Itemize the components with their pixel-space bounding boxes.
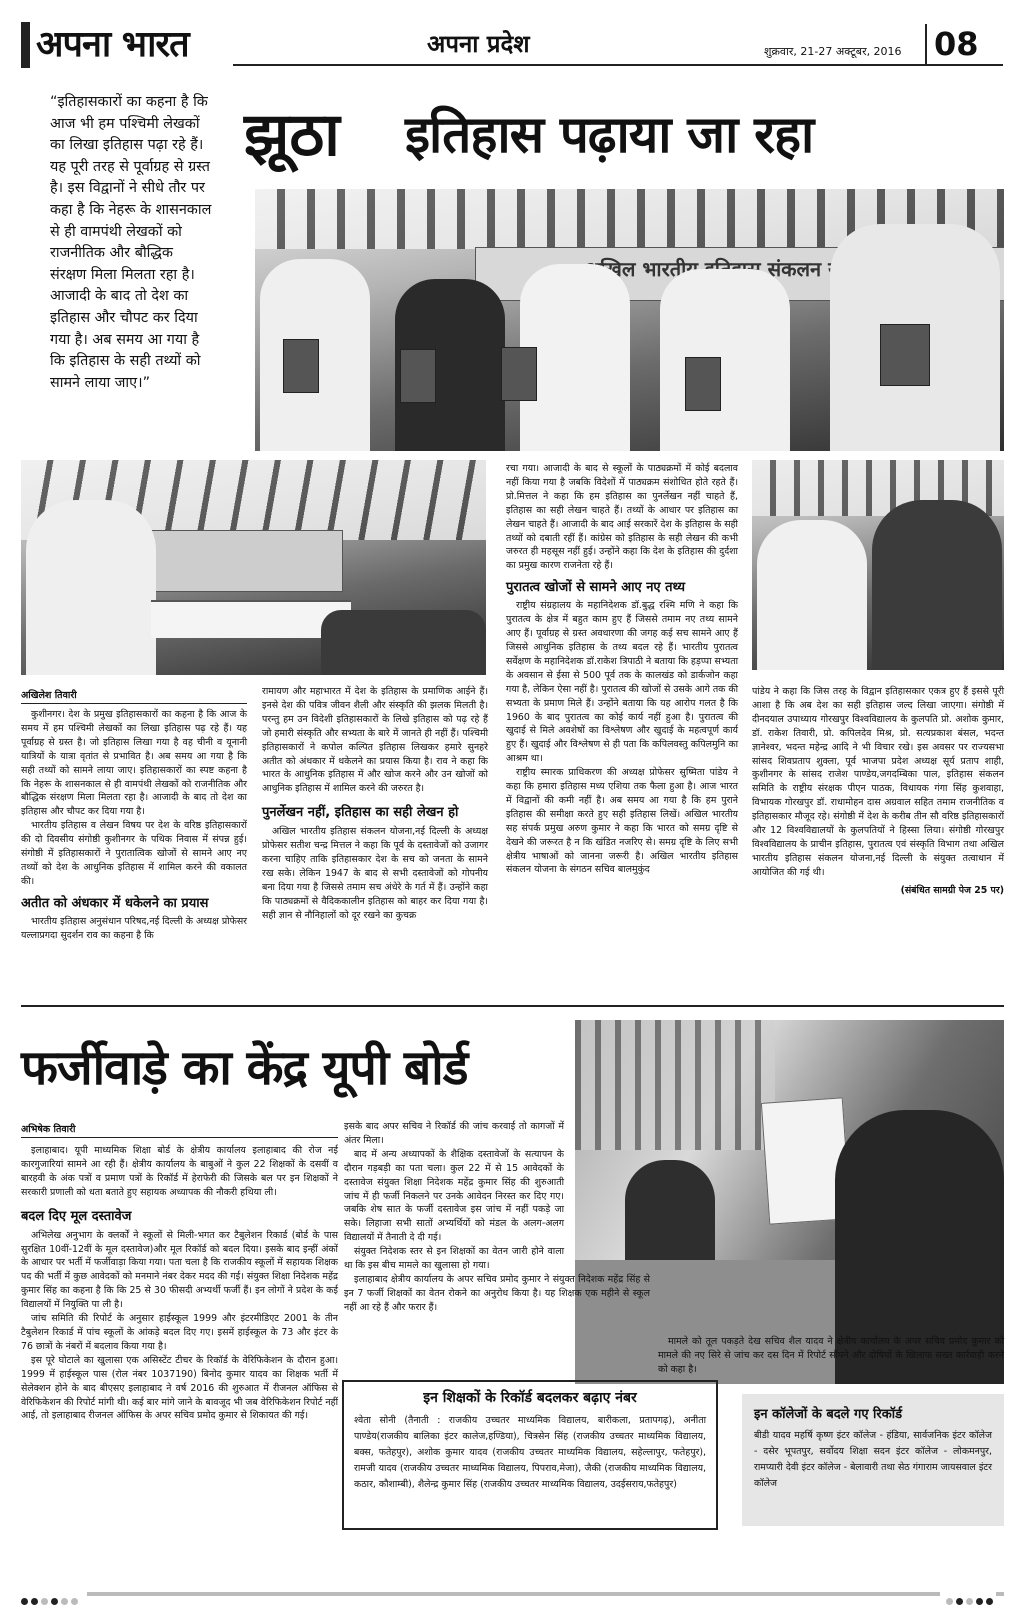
footer-dot	[21, 1598, 28, 1605]
story1-subhead-3: पुरातत्व खोजों से सामने आए नए तथ्य	[506, 580, 686, 596]
story1-byline: अखिलेश तिवारी	[21, 688, 247, 704]
story1-subhead-2: पुनर्लेखन नहीं, इतिहास का सही लेखन हो	[262, 805, 459, 821]
footer-dot	[41, 1598, 48, 1605]
guest-right	[872, 500, 1002, 670]
story1-para-3: भारतीय इतिहास अनुसंधान परिषद,नई दिल्ली के अध्यक्ष प्रोफेसर यल्लाप्रगदा सुदर्शन राव का कहना है कि	[21, 915, 247, 941]
footer-dot	[946, 1598, 953, 1605]
footer-dots-left	[21, 1590, 87, 1609]
story2-para-2: अभिलेख अनुभाग के क्लर्कों ने स्कूलों से मिली-भगत कर टैबुलेशन रिकार्ड (बोर्ड के पास सुरक्षित 10वीं-12वीं के मूल दस्तावेज)और मूल रिकॉर्ड को बदल दिया। इसके बाद इन्हीं अंकों के आधार पर भर्ती में फर्जीवाड़ा किया गया। पता चला है कि राजकीय स्कूलों में सहायक शिक्षक पद की भर्ती में कुछ आवेदकों को मनमाने नंबर देकर मदद की गई। संयुक्त शिक्षा निदेशक महेंद्र कुमार सिंह का कहना है कि कि 25 से 30 फीसदी अभ्यर्थी फर्जी हैं। इन लोगों ने प्रदेश के कई विद्यालयों में नियुक्ति पा ली है।	[21, 1229, 338, 1311]
story2-para-7: संयुक्त निदेशक स्तर से इन शिक्षकों का वेतन जारी होने वाला था कि इस बीच मामले का खुलासा हो गया।	[344, 1246, 564, 1272]
book-4	[685, 357, 721, 411]
story2-para-9: मामले को तूल पकड़ते देख सचिव शैल यादव ने क्षेत्रीय कार्यालय के अपर सचिव प्रमोद कुमार को मामले की नए सिरे से जांच कर दस दिन में रिपोर्ट सौंपने और दोषियों के खिलाफ सख्त कार्रवाही करने को कहा है।	[658, 1336, 1004, 1375]
section-name: अपना प्रदेश	[427, 30, 530, 58]
story2-para-3: जांच समिति की रिपोर्ट के अनुसार हाईस्कूल 1999 और इंटरमीडिएट 2001 के तीन टैबुलेशन रिकार्ड में पांच स्कूलों के आंकड़े बदल दिए गए। इसमें हाईस्कूल के 73 और इंटर के 76 छात्रों के नंबरों में बदलाव किया गया है।	[21, 1313, 338, 1352]
story2-subhead-1: बदल दिए मूल दस्तावेज	[21, 1208, 132, 1224]
story1-para-7: राष्ट्रीय संग्रहालय के महानिदेशक डॉ.बुद्ध रश्मि मणि ने कहा कि पुरातत्व के क्षेत्र में बहुत काम हुए हैं जिससे तमाम नए तथ्य सामने आए हैं। पूर्वाग्रह से ग्रस्त अवधारणा की जगह कई सच सामने आए हैं जिससे आधुनिक इतिहास के तथ्य बदल रहे हैं। भारतीय पुरातत्व सर्वेक्षण के महानिदेशक डॉ.राकेश त्रिपाठी ने बताया कि हड़प्पा सभ्यता के अवसान से ईसा से 500 पूर्व तक के कालखंड को डार्कजोन कहा गया है, लेकिन ऐसा नहीं है। पुरातत्व की खोजों से उसके आगे तक की सभ्यता के प्रमाण मिले हैं। उन्होंने बताया कि यह आरोप गलत है कि 1960 के बाद पुरातत्व का कोई कार्य नहीं हुआ है। पुरातत्व की खुदाई से मिले अवशेषों का विश्लेषण और खुदाई के महत्वपूर्ण कार्य हुए हैं। खुदाई और विश्लेषण से ही पता कि कपिलवस्तु कपिलमुनि का आश्रम था।	[506, 600, 738, 765]
section-rule	[21, 1005, 1004, 1007]
colleges-box-title: इन कॉलेजों के बदले गए रिकॉर्ड	[754, 1407, 903, 1422]
story1-col3	[506, 462, 738, 877]
story2-para-1: इलाहाबाद। यूपी माध्यमिक शिक्षा बोर्ड के क्षेत्रीय कार्यालय इलाहाबाद की रोज नई कारगुजारियां सामने आ रही हैं। क्षेत्रीय कार्यालय के बाबुओं ने कुल 22 शिक्षकों के दसवीं व बारहवी के अंक पत्रों व प्रमाण पत्रों के रिकॉर्ड में हेराफेरी की जिसके बल पर इन शिक्षकों ने सरकारी प्रणाली को धता बताते हुए सहायक अध्यापक की नौकरी हथिया ली।	[21, 1145, 338, 1198]
exam-office-photo	[575, 1020, 1004, 1384]
window-bars	[575, 1020, 775, 1150]
story1-para-4: रामायण और महाभारत में देश के इतिहास के प्रमाणिक आईने हैं। इनसे देश की पवित्र जीवन शैली और संस्कृति की झलक मिलती है। परन्तु हम उन विदेशी इतिहासकारों के लिखे इतिहास को पढ़ रहे हैं जो हमारी संस्कृति और सभ्यता के बारे में जानते ही नहीं हैं। पश्चिमी इतिहासकारों ने कपोल कल्पित इतिहास लिखकर हमारे सुनहरे अतीत को अंधकार में धकेलने का प्रयास किया है। राव ने कहा कि भारत के आधुनिक इतिहास में और खोज करने और उन खोजों को आधुनिक इतिहास में शामिल करने की जरुरत है।	[262, 686, 488, 795]
issue-date: शुक्रवार, 21-27 अक्टूबर, 2016	[764, 45, 902, 58]
footer-bar	[21, 1592, 1004, 1596]
book-1	[283, 339, 319, 393]
story1-para-2: भारतीय इतिहास व लेखन विषय पर देश के वरिष्ठ इतिहासकारों की दो दिवसीय संगोष्ठी कुशीनगर के पथिक निवास में संपन्न हुई। संगोष्ठी में इतिहासकारों ने पुरातात्विक खोजों से सामने आए नए तथ्यों को देश के आधुनिक इतिहास में शामिल करने की वकालत की।	[21, 820, 247, 887]
footer-dot	[976, 1598, 983, 1605]
story2-col1	[21, 1144, 338, 1423]
story2-para-6: बाद में अन्य अध्यापकों के शैक्षिक दस्तावेजों के सत्यापन के दौरान गड़बड़ी का पता चला। कुल 22 में से 15 आवेदकों के दस्तावेज संयुक्त शिक्षा निदेशक महेंद्र कुमार सिंह की शुरुआती जांच में ही फर्जी निकलने पर उनके आवेदन निरस्त कर दिए गए। जबकि शेष सात के फर्जी दस्तावेज इस जांच में नहीं पकड़े जा सके। लिहाजा सभी सातों अभ्यर्थियों को मंडल के अलग-अलग विद्यालयों में तैनाती दे दी गई।	[344, 1148, 564, 1244]
photo-banner-text: भारतीय संकलन	[642, 257, 822, 281]
footer-dot	[956, 1598, 963, 1605]
footer-dot	[71, 1598, 78, 1605]
audience-row	[321, 610, 486, 675]
story2-para-4: इस पूरे घोटाले का खुलासा एक असिस्टेंट टीचर के रिकॉर्ड के वेरिफिकेशन के दौरान हुआ। 1999 में हाईस्कूल पास (रोल नंबर 1037190) बिनोद कुमार यादव का शिक्षक भर्ती में सेलेक्शन होने के बाद बीएसए इलाहाबाद ने वर्ष 2016 की शुरुआत में रीजनल ऑफिस से वेरिफिकेशन की रिपोर्ट मांगी थी। कई बार मांगे जाने के बावजूद भी जब वेरिफिकेशन रिपोर्ट नहीं आई, तो इलाहाबाद रीजनल ऑफिस के अपर सचिव प्रमोद कुमार से शिकायत की गई।	[21, 1354, 338, 1422]
page-number: 08	[934, 25, 979, 63]
story2-para-8: इलाहाबाद क्षेत्रीय कार्यालय के अपर सचिव प्रमोद कुमार ने संयुक्त निदेशक महेंद्र सिंह से इन 7 फर्जी शिक्षकों का वेतन रोकने का अनुरोध किया है। यह शिक्षक एक महीने से स्कूल नहीं आ रहे हैं और फरार हैं।	[344, 1273, 650, 1313]
headline: इतिहास पढ़ाया जा रहा	[405, 106, 814, 165]
colleges-box-text: बीडी यादव महर्षि कृष्ण इंटर कॉलेज - हंडिया, सार्वजनिक इंटर कॉलेज - दसेर भूपतपुर, सर्वोदय शिक्षा सदन इंटर कॉलेज - लोकमनपुर, रामप्यारी देवी इंटर कॉलेज - बेलावारी तथा सेठ गंगाराम जायसवाल इंटर कॉलेज	[754, 1430, 992, 1489]
story1-para-5: अखिल भारतीय इतिहास संकलन योजना,नई दिल्ली के अध्यक्ष प्रोफेसर सतीश चन्द्र मित्तल ने कहा कि पूर्व के दस्तावेजों को उजागर करना चाहिए ताकि इतिहासकार देश के सच को जनता के सामने रख सके। लेकिन 1947 के बाद से सभी दस्तावेजों को गोपनीय बना दिया गया है जिससे तमाम सच अंधेरे के गर्त में हैं। उन्होंने कहा कि पाठ्यक्रमों से वैदिककालीन इतिहास को बाहर कर दिया गया है। सही ज्ञान से नौनिहालों को दूर रखने का कुचक्र	[262, 826, 488, 921]
footer-dot	[61, 1598, 68, 1605]
guests-photo	[752, 460, 1004, 670]
header-divider	[925, 24, 927, 64]
masthead-bar	[21, 22, 30, 68]
story1-para-1: कुशीनगर। देश के प्रमुख इतिहासकारों का कहना है कि आज के समय में हम पश्चिमी लेखकों का लिखा इतिहास पढ़ रहे हैं। यह पूर्वाग्रह से ग्रस्त है। जो इतिहास लिखा गया है वह चीनी व यूनानी यात्रियों के यात्रा वृतांत से प्रभावित है। अब समय आ गया है कि सही तथ्यों को सामने लाया जाए। इतिहासकारों का स्पष्ट कहना है कि नेहरू के शासनकाल से ही वामपंथी लेखकों को राजनीतिक और बौद्धिक संरक्षण मिला मिलता रहा है। आजादी के बाद तो देश का इतिहास और चौपट कर दिया गया है।	[21, 709, 247, 818]
colleges-list-box	[742, 1394, 1004, 1526]
story1-para-6: रचा गया। आजादी के बाद से स्कूलों के पाठ्यक्रमों में कोई बदलाव नहीं किया गया है जबकि विदेशों में पाठ्यक्रम संशोधित होते रहते हैं। प्रो.मित्तल ने कहा कि हम इतिहास का पुनर्लेखन नहीं चाहते हैं, इतिहास का सही लेखन चाहते हैं। तथ्यों के आधार पर इतिहास का लेखन चाहते हैं। आजादी के बाद आई सरकारें देश के इतिहास के सही तथ्यों को दबाती रहीं हैं। कांग्रेस को इतिहास के सही लेखन की कभी जरुरत ही महसूस नहीं हुई। उन्होंने कहा कि देश के इतिहास की दुर्दशा का प्रमुख कारण राजनेता रहे हैं।	[506, 463, 738, 572]
story2-headline: फर्जीवाड़े का केंद्र यूपी बोर्ड	[21, 1040, 468, 1096]
guest-4	[660, 269, 790, 451]
headline-big-word: झूठा	[244, 100, 340, 170]
footer-dot	[51, 1598, 58, 1605]
speaker-photo	[21, 460, 486, 675]
stage-banner	[141, 530, 343, 592]
story1-col4	[752, 685, 1004, 898]
book-release-photo	[255, 189, 1004, 451]
teachers-box-text: श्वेता सोनी (तैनाती : राजकीय उच्चतर माध्यमिक विद्यालय, बारीकला, प्रतापगढ़), अनीता पाण्डेय(राजकीय बालिका इंटर कालेज,हण्डिया), चित्रसेन सिंह (राजकीय उच्चतर माध्यमिक विद्यालय, बक्स, फतेहपुर), अशोक कुमार यादव (राजकीय उच्चतर माध्यमिक विद्यालय, सहेल्लापुर, फतेहपुर), रामजी यादव (राजकीय उच्चतर माध्यमिक विद्यालय, पिपराव,मेजा), जैकी (राजकीय माध्यमिक विद्यालय, कठार, कौशाम्बी), शैलेन्द्र कुमार सिंह (राजकीय उच्चतर माध्यमिक विद्यालय, उदईसराय,फतेहपुर)	[354, 1415, 706, 1490]
story2-byline: अभिषेक तिवारी	[21, 1122, 338, 1138]
continued-note: (संबंधित सामग्री पेज 25 पर)	[900, 884, 1004, 896]
book-3	[501, 347, 537, 401]
story1-subhead-1: अतीत को अंधकार में धकेलने का प्रयास	[21, 895, 209, 911]
story1-para-9: पांडेय ने कहा कि जिस तरह के विद्वान इतिहासकार एकत्र हुए हैं इससे पूरी आशा है कि अब देश का सही इतिहास जल्द लिखा जाएगा। संगोष्ठी में दीनदयाल उपाध्याय गोरखपुर विश्वविद्यालय के कुलपति प्रो. अशोक कुमार, डॉ. राकेश तिवारी, प्रो. कपिलदेव मिश्र, प्रो. सत्यप्रकाश बंसल, भदन्त ज्ञानेश्वर, भदन्त महेन्द्र आदि ने भी विचार रखे। इस अवसर पर राज्यसभा सांसद शिवप्रताप शुक्ला, पूर्व भाजपा प्रदेश अध्यक्ष सूर्य प्रताप शाही, कुशीनगर के सांसद राजेश पाण्डेय,जगदम्बिका पाल, इतिहास संकलन समिति के राष्ट्रीय संरक्षक पीएन पाठक, विधायक गंगा सिंह कुशवाहा, विभायक गोरखपुर डॉ. राधामोहन दास अग्रवाल सहित तमाम राजनीतिक व इतिहासकार मौजूद रहे। संगोष्ठी में देश के करीब तीन सौ वरिष्ठ इतिहासकारों और 12 विश्वविद्यालयों के कुलपतियों ने हिस्सा लिया। संगोष्ठी गोरखपुर विश्वविद्यालय के प्राचीन इतिहास, पुरातत्व एवं संस्कृति विभाग तथा अखिल भारतीय इतिहास संकलन योजना,नई दिल्ली के संयुक्त तत्वाधान में आयोजित की गई थी।	[752, 686, 1004, 878]
story1-col2	[262, 685, 488, 923]
teachers-list-box	[342, 1380, 718, 1530]
footer-dot	[986, 1598, 993, 1605]
header-rule	[233, 64, 1003, 66]
book-5	[880, 324, 930, 386]
book-2	[400, 349, 436, 403]
story2-col2	[344, 1120, 650, 1315]
pull-quote: “इतिहासकारों का कहना है कि आज भी हम पश्चिमी लेखकों का लिखा इतिहास पढ़ा रहे हैं। यह पूरी तरह से पूर्वाग्रह से ग्रस्त है। इस विद्वानों ने सीधे तौर पर कहा है कि नेहरू के शासनकाल से ही वामपंथी लेखकों को राजनीतिक और बौद्धिक संरक्षण मिला मिलता रहा है। आजादी के बाद तो देश का इतिहास और चौपट कर दिया गया है। अब समय आ गया है कि इतिहास के सही तथ्यों को सामने लाया जाए।”	[50, 94, 212, 391]
masthead: अपना भारत	[36, 23, 189, 65]
footer-dots-right	[940, 1590, 996, 1609]
story2-para-5: इसके बाद अपर सचिव ने रिकॉर्ड की जांच करवाई तो कागजों में अंतर मिला।	[344, 1121, 564, 1146]
guest-left	[757, 520, 867, 670]
speaker	[26, 500, 156, 675]
teachers-box-title: इन शिक्षकों के रिकॉर्ड बदलकर बढ़ाए नंबर	[423, 1390, 637, 1406]
story1-para-8: राष्ट्रीय स्मारक प्राधिकरण की अध्यक्ष प्रोफेसर सुष्मिता पांडेय ने कहा कि हमारा इतिहास मध्य एशिया तक फैला हुआ है। आज भारत में विद्वानों की कमी नहीं है। अब समय आ गया है कि हम पुराने इतिहास की समीक्षा करते हुए सही इतिहास लिखें। अखिल भारतीय सह संपर्क प्रमुख अरुण कुमार ने कहा कि भारत को समग्र दृष्टि से देखने की जरूरत है न कि खंडित नजरिए से। समग्र दृष्टि के लिए सभी क्षेत्रीय भाषाओं को जानना जरूरी है। अखिल भारतीय इतिहास संकलन योजना के संगठन सचिव बालमुकुंद	[506, 767, 738, 876]
footer-dot	[31, 1598, 38, 1605]
story1-col1	[21, 708, 247, 943]
footer-dot	[966, 1598, 973, 1605]
